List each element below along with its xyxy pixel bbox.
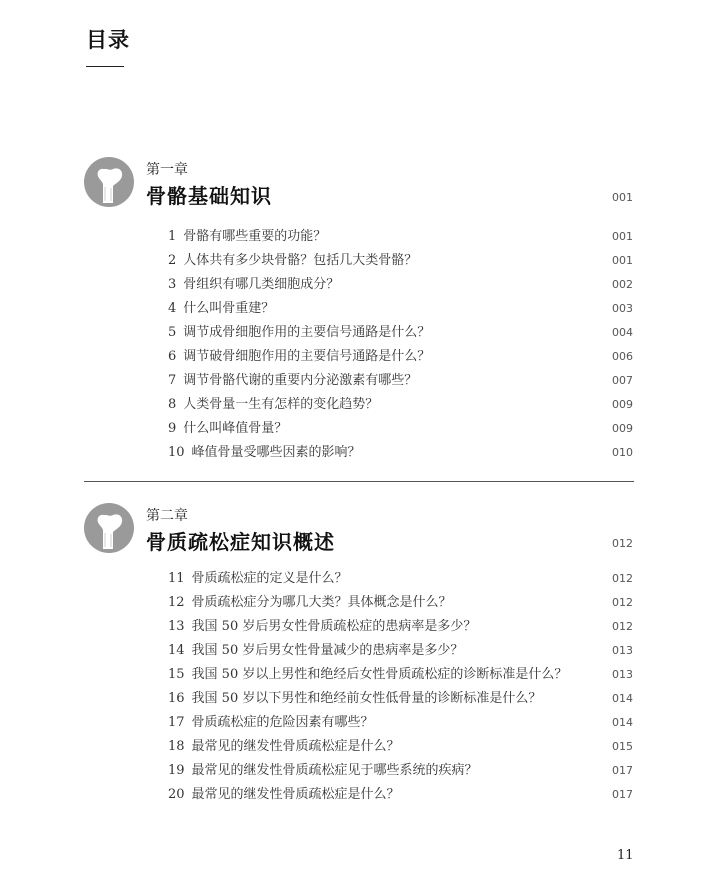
toc-entry[interactable] bbox=[168, 687, 633, 711]
entry-text: 什么叫骨重建？ bbox=[183, 301, 275, 316]
entry-number: 8 bbox=[168, 397, 177, 412]
entry-text: 我国 50 岁后男女性骨质疏松症的患病率是多少？ bbox=[191, 619, 477, 634]
toc-entry[interactable] bbox=[168, 393, 633, 417]
entry-number: 10 bbox=[168, 445, 185, 460]
toc-entry[interactable] bbox=[168, 297, 633, 321]
entry-page: 013 bbox=[612, 668, 633, 681]
toc-entry[interactable] bbox=[168, 273, 633, 297]
toc-entry[interactable] bbox=[168, 441, 633, 465]
toc-entry[interactable] bbox=[168, 591, 633, 615]
toc-entry[interactable] bbox=[168, 615, 633, 639]
page-number: 11 bbox=[617, 848, 634, 863]
entry-text: 骨骼有哪些重要的功能？ bbox=[183, 229, 327, 244]
entry-page: 010 bbox=[612, 446, 633, 459]
chapter-title[interactable]: 骨骼基础知识 bbox=[146, 184, 272, 208]
entry-text: 我国 50 岁以下男性和绝经前女性低骨量的诊断标准是什么？ bbox=[191, 691, 542, 706]
entry-number: 1 bbox=[168, 229, 177, 244]
entry-page: 004 bbox=[612, 326, 633, 339]
entry-number: 18 bbox=[168, 739, 185, 754]
toc-entry[interactable] bbox=[168, 567, 633, 591]
chapter-divider bbox=[84, 481, 634, 482]
entry-text: 骨质疏松症分为哪几大类？具体概念是什么？ bbox=[191, 595, 452, 610]
toc-entry[interactable] bbox=[168, 639, 633, 663]
toc-entry[interactable] bbox=[168, 249, 633, 273]
entry-number: 20 bbox=[168, 787, 185, 802]
entry-page: 015 bbox=[612, 740, 633, 753]
chapter-page-number: 012 bbox=[612, 537, 633, 550]
entry-text: 骨质疏松症的定义是什么？ bbox=[191, 571, 348, 586]
entry-number: 9 bbox=[168, 421, 177, 436]
toc-entry[interactable] bbox=[168, 321, 633, 345]
entry-text: 骨质疏松症的危险因素有哪些？ bbox=[191, 715, 374, 730]
chapter-page-number: 001 bbox=[612, 191, 633, 204]
entry-text: 调节破骨细胞作用的主要信号通路是什么？ bbox=[183, 349, 431, 364]
chapter-entries bbox=[168, 567, 633, 807]
entry-text: 最常见的继发性骨质疏松症是什么？ bbox=[191, 787, 400, 802]
entry-number: 13 bbox=[168, 619, 185, 634]
entry-text: 什么叫峰值骨量？ bbox=[183, 421, 288, 436]
entry-number: 5 bbox=[168, 325, 177, 340]
entry-text: 人类骨量一生有怎样的变化趋势？ bbox=[183, 397, 379, 412]
entry-text: 调节骨骼代谢的重要内分泌激素有哪些？ bbox=[183, 373, 418, 388]
toc-entry[interactable] bbox=[168, 759, 633, 783]
bone-icon bbox=[84, 157, 134, 207]
entry-text: 峰值骨量受哪些因素的影响？ bbox=[191, 445, 361, 460]
entry-number: 11 bbox=[168, 571, 185, 586]
entry-number: 2 bbox=[168, 253, 177, 268]
entry-text: 人体共有多少块骨骼？包括几大类骨骼？ bbox=[183, 253, 418, 268]
entry-page: 013 bbox=[612, 644, 633, 657]
entry-text: 调节成骨细胞作用的主要信号通路是什么？ bbox=[183, 325, 431, 340]
chapter-entries bbox=[168, 225, 633, 465]
toc-entry[interactable] bbox=[168, 225, 633, 249]
entry-page: 009 bbox=[612, 422, 633, 435]
entry-page: 017 bbox=[612, 788, 633, 801]
entry-number: 16 bbox=[168, 691, 185, 706]
entry-page: 007 bbox=[612, 374, 633, 387]
entry-page: 006 bbox=[612, 350, 633, 363]
entry-text: 骨组织有哪几类细胞成分？ bbox=[183, 277, 340, 292]
chapter-label: 第一章 bbox=[146, 162, 188, 178]
entry-number: 12 bbox=[168, 595, 185, 610]
entry-number: 17 bbox=[168, 715, 185, 730]
entry-number: 6 bbox=[168, 349, 177, 364]
entry-page: 012 bbox=[612, 620, 633, 633]
entry-page: 014 bbox=[612, 692, 633, 705]
toc-title: 目录 bbox=[86, 28, 130, 52]
entry-page: 012 bbox=[612, 596, 633, 609]
entry-number: 4 bbox=[168, 301, 177, 316]
toc-entry[interactable] bbox=[168, 735, 633, 759]
toc-entry[interactable] bbox=[168, 663, 633, 687]
toc-entry[interactable] bbox=[168, 711, 633, 735]
entry-page: 014 bbox=[612, 716, 633, 729]
entry-number: 14 bbox=[168, 643, 185, 658]
title-underline bbox=[86, 66, 124, 67]
chapter-title[interactable]: 骨质疏松症知识概述 bbox=[146, 530, 335, 554]
toc-entry[interactable] bbox=[168, 345, 633, 369]
entry-number: 7 bbox=[168, 373, 177, 388]
entry-number: 15 bbox=[168, 667, 185, 682]
entry-page: 001 bbox=[612, 230, 633, 243]
chapter-label: 第二章 bbox=[146, 508, 188, 524]
entry-page: 002 bbox=[612, 278, 633, 291]
entry-text: 最常见的继发性骨质疏松症是什么？ bbox=[191, 739, 400, 754]
toc-entry[interactable] bbox=[168, 369, 633, 393]
entry-page: 009 bbox=[612, 398, 633, 411]
bone-icon bbox=[84, 503, 134, 553]
entry-page: 003 bbox=[612, 302, 633, 315]
entry-text: 最常见的继发性骨质疏松症见于哪些系统的疾病？ bbox=[191, 763, 478, 778]
entry-page: 017 bbox=[612, 764, 633, 777]
entry-text: 我国 50 岁后男女性骨量减少的患病率是多少？ bbox=[191, 643, 464, 658]
toc-entry[interactable] bbox=[168, 417, 633, 441]
entry-page: 001 bbox=[612, 254, 633, 267]
entry-page: 012 bbox=[612, 572, 633, 585]
entry-number: 3 bbox=[168, 277, 177, 292]
toc-entry[interactable] bbox=[168, 783, 633, 807]
entry-text: 我国 50 岁以上男性和绝经后女性骨质疏松症的诊断标准是什么？ bbox=[191, 667, 568, 682]
entry-number: 19 bbox=[168, 763, 185, 778]
